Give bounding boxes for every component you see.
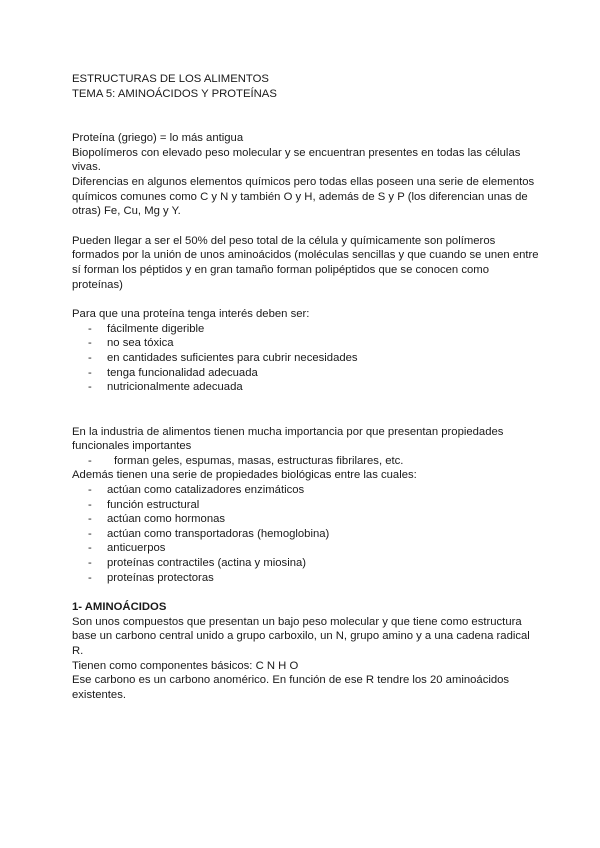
list-item-text: actúan como hormonas (107, 513, 226, 526)
list-item-text: actúan como catalizadores enzimáticos (107, 484, 305, 497)
list-item-text: nutricionalmente adecuada (107, 381, 243, 394)
list-item-text: actúan como transportadoras (hemoglobina) (107, 527, 330, 540)
list-item (72, 512, 542, 527)
spacer (72, 585, 542, 600)
spacer (72, 395, 542, 425)
list-item (72, 366, 542, 381)
aminoacids-paragraph-1: Son unos compuestos que presentan un bajo peso molecular y que tiene como estructura base un carbono central unido a grupo carboxilo, un N, grupo amino y a una cadena radical R. (72, 615, 530, 657)
section-title-aminoacids: 1- AMINOÁCIDOS (72, 601, 167, 614)
list-item-text: tenga funcionalidad adecuada (107, 366, 258, 379)
biological-list (72, 483, 542, 585)
bullet-dash: - (88, 571, 92, 584)
list-item (72, 571, 542, 586)
interest-list (72, 322, 542, 395)
intro-paragraph-3: Diferencias en algunos elementos químicos pero todas ellas poseen una serie de elementos químicos comunes como C y N y también O y H, además de S y P (los diferencian unas de otras) Fe, Cu, Mg y Y. (72, 175, 535, 218)
spacer (72, 219, 542, 234)
list-item-text: no sea tóxica (107, 337, 174, 350)
list-item (72, 380, 542, 395)
list-item-text: proteínas protectoras (107, 571, 214, 584)
header-topic-title: TEMA 5: AMINOÁCIDOS Y PROTEÍNAS (72, 87, 277, 100)
list-item (72, 556, 542, 571)
industry-list (72, 454, 542, 469)
bullet-dash: - (88, 337, 92, 350)
list-item (72, 351, 542, 366)
bullet-dash: - (88, 484, 92, 497)
bullet-dash: - (88, 557, 92, 570)
list-item-text: fácilmente digerible (107, 322, 205, 335)
aminoacids-paragraph-2: Tienen como componentes básicos: C N H O (72, 659, 299, 672)
bullet-dash: - (88, 498, 92, 511)
list-item (72, 454, 542, 469)
list-item-text: forman geles, espumas, masas, estructuras fibrilares, etc. (114, 454, 404, 467)
bullet-dash: - (88, 366, 92, 379)
spacer (72, 101, 542, 131)
list-item (72, 498, 542, 513)
bullet-dash: - (88, 351, 92, 364)
bullet-dash: - (88, 542, 92, 555)
list-item-text: función estructural (107, 498, 200, 511)
interest-heading: Para que una proteína tenga interés deben ser: (72, 308, 310, 321)
spacer (72, 292, 542, 307)
list-item-text: proteínas contractiles (actina y miosina) (107, 557, 307, 570)
header-course-title: ESTRUCTURAS DE LOS ALIMENTOS (72, 73, 269, 85)
list-item (72, 541, 542, 556)
industry-heading: En la industria de alimentos tienen mucha importancia por que presentan propiedades funcionales importantes (72, 425, 504, 453)
list-item (72, 527, 542, 542)
weight-paragraph: Pueden llegar a ser el 50% del peso total de la célula y químicamente son polímeros formados por la unión de unos aminoácidos (moléculas sencillas y que cuando se unen entre sí forman los péptidos y en gran tamaño forman polipéptidos que se conocen como proteínas) (72, 234, 539, 291)
aminoacids-paragraph-3: Ese carbono es un carbono anomérico. En función de ese R tendre los 20 aminoácidos existentes. (72, 674, 510, 701)
bullet-dash: - (88, 454, 92, 467)
intro-paragraph-1: Proteína (griego) = lo más antigua (72, 132, 244, 145)
list-item (72, 336, 542, 351)
bullet-dash: - (88, 527, 92, 540)
list-item (72, 483, 542, 498)
bullet-dash: - (88, 513, 92, 526)
biological-heading: Además tienen una serie de propiedades biológicas entre las cuales: (72, 469, 417, 482)
bullet-dash: - (88, 322, 92, 335)
list-item (72, 322, 542, 337)
bullet-dash: - (88, 381, 92, 394)
list-item-text: en cantidades suficientes para cubrir necesidades (107, 351, 358, 364)
intro-paragraph-2: Biopolímeros con elevado peso molecular y se encuentran presentes en todas las células vivas. (72, 146, 521, 174)
list-item-text: anticuerpos (107, 542, 166, 555)
